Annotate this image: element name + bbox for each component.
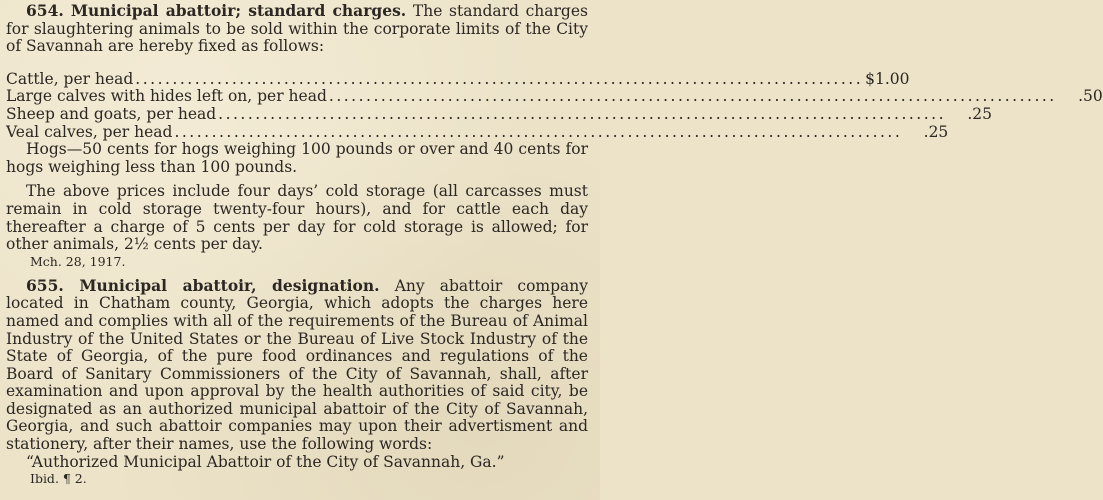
spacer — [6, 56, 588, 71]
rate-table — [6, 69, 1103, 141]
section-655-heading: 655. Municipal abattoir, designation. — [26, 275, 380, 295]
dot-leader: .................................................................................................. — [328, 87, 1057, 106]
storage-paragraph: The above prices include four days’ cold storage (all carcasses must remain in cold storage twenty-four hours), and for cattle each day thereafter a charge of 5 cents per day for cold storage is allowed; for other animals, 2½ cents per day. — [6, 182, 588, 254]
rate-row-sheep-goats — [6, 104, 993, 124]
dot-leader: .................................................................................................. — [174, 122, 903, 141]
rate-label: Large calves with hides left on, per head — [6, 87, 327, 106]
rate-row-large-calves — [6, 87, 1103, 106]
rate-label: Cattle, per head — [6, 69, 134, 88]
section-654-intro-text: The standard charges for slaughtering animals to be sold within the corporate limits of the City of Savannah are hereby fixed as follows: — [6, 2, 588, 56]
rate-value: .25 — [967, 104, 993, 123]
section-655-citation: Ibid. ¶ 2. — [30, 471, 87, 487]
section-654-intro — [6, 2, 588, 56]
dot-leader: .................................................................................................. — [135, 69, 864, 88]
rate-row-cattle — [6, 69, 910, 89]
section-655-body: Any abattoir company located in Chatham county, Georgia, which adopts the charges here named and complies with all of the requirements of the Bureau of Animal Industry of the United States or the Bureau of Live Stock Industry of the State of Georgia, of the pure food ordinances and regulations of the Board of Sanitary Commissioners of the City of Savannah, shall, after examination and upon approval by the health authorities of said city, be designated as an authorized municipal abattoir of the City of Savannah, Georgia, and such abattoir companies may upon their advertisment and stationery, after their names, use the following words: — [6, 276, 588, 454]
dot-leader: .................................................................................................. — [218, 104, 947, 123]
rate-value: $1.00 — [865, 69, 910, 88]
hogs-paragraph: Hogs—50 cents for hogs weighing 100 pounds or over and 40 cents for hogs weighing less than 100 pounds. — [6, 140, 588, 176]
rate-value: .25 — [923, 122, 949, 141]
rate-row-veal-calves — [6, 122, 949, 142]
section-655-quote: “Authorized Municipal Abattoir of the City of Savannah, Ga.” — [26, 452, 505, 471]
section-654-heading: 654. Municipal abattoir; standard charges. — [26, 1, 407, 20]
section-655-paragraph — [6, 277, 588, 454]
rate-label: Veal calves, per head — [6, 122, 173, 141]
section-654-citation: Mch. 28, 1917. — [30, 253, 126, 269]
rate-label: Sheep and goats, per head — [6, 104, 217, 123]
rate-value: .50 — [1078, 87, 1103, 106]
